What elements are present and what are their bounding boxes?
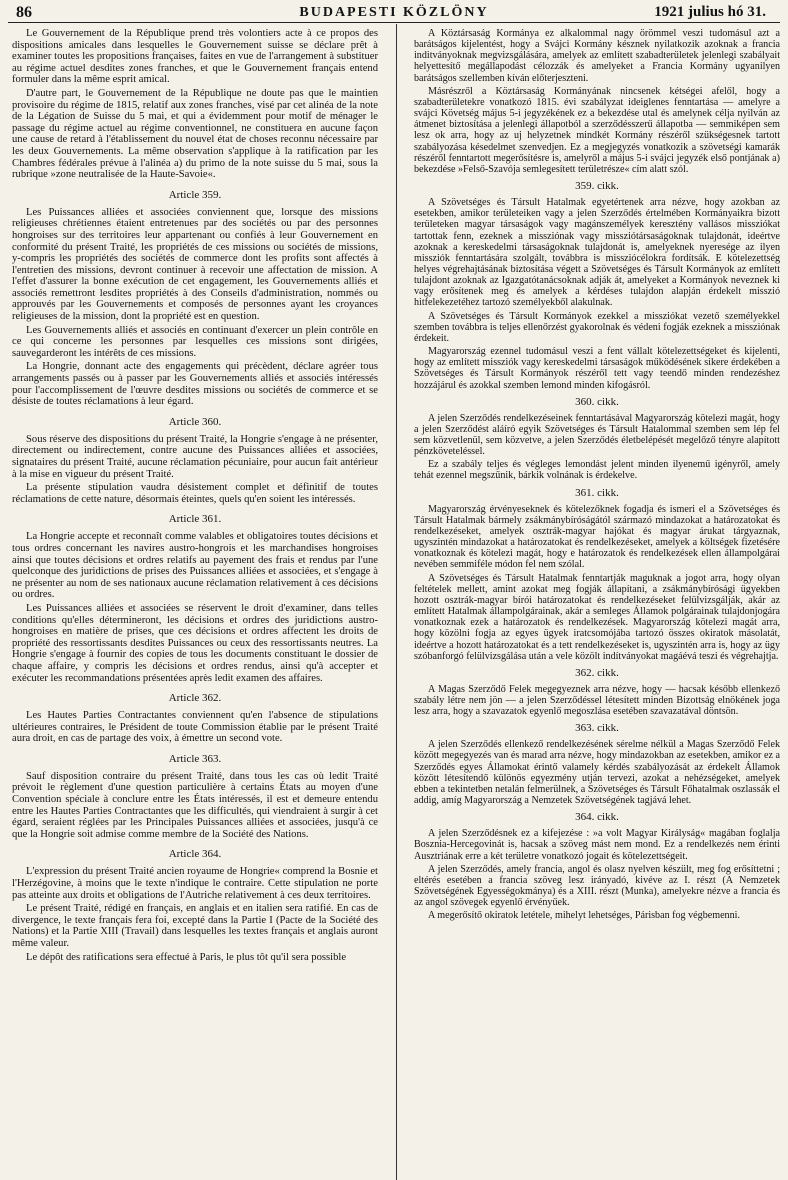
hungarian-paragraph: A Szövetséges és Társult Kormányok ezekkel a missziókat vezető személyekkel szemben továbbra is teljes ellenőrzést gyakorolnak és védeni fogják ezeknek a missziónak érdekeit. (414, 310, 780, 344)
hungarian-paragraph: A jelen Szerződésnek ez a kifejezése : »a volt Magyar Királyság« magában foglalja Bosznia-Hercegovinát is, hacsak a szöveg mást nem mond. Ez a rendelkezés nem érinti Ausztriának erre a két területre vonatkozó jogait és kötelezettségeit. (414, 828, 780, 862)
hungarian-paragraph: Magyarország ezennel tudomásul veszi a fent vállalt kötelezettségeket és kijelenti, hogy az említett missziók vagy kereskedelmi társaságok működésének sikere érdekében a Szövetséges és Társult Kormányok részéről tett vagy teendő minden rendezéshez hozzájárul és azokkal szemben lemond minden kifogásról. (414, 346, 780, 391)
page-number: 86 (16, 4, 32, 21)
french-article-heading: Article 361. (168, 513, 222, 526)
hungarian-article-heading: 364. cikk. (575, 811, 619, 824)
hungarian-paragraph: A jelen Szerződés, amely francia, angol és olasz nyelven készült, meg fog erősíttetni ; eltérés esetében a francia szöveg lesz irányadó, kivéve az I. részt (A Nemzetek Szövetségének Egyességokmánya) és a XIII. részt (Munka), amelyekre nézve a francia és az angol szövegek egyenlő érvényűek. (414, 863, 780, 909)
french-paragraph: Les Gouvernements alliés et associés en continuant d'exercer un plein contrôle en ce qui concerne les personnes par lesquelles ces missions sont dirigées, sauvegarderont les intérêts de ces missions. (12, 324, 378, 359)
columns (8, 28, 780, 1180)
column-divider (396, 24, 397, 1180)
french-paragraph: La Hongrie accepte et reconnaît comme valables et obligatoires toutes décisions et tous ordres concernant les navires austro-hongrois et les marchandises hongroises ainsi que toutes décisions et ordres relatifs au payement des frais et rendus par l'une quelconque des juridictions de prises des Puissances alliées et associées, et s'engage à ne présenter au nom de ses nationaux aucune réclamation relativement à ces décisions ou ordres. (12, 531, 378, 601)
hungarian-article-heading: 360. cikk. (575, 395, 619, 408)
hungarian-paragraph: Ez a szabály teljes és végleges lemondást jelent minden ilyenemű igényről, amely tehát ezennel megszűnik, bárkik volnának is érdekelve. (414, 459, 780, 482)
french-article-heading: Article 360. (168, 415, 222, 428)
french-paragraph: Les Puissances alliées et associées conviennent que, lorsque des missions religieuses chrétiennes étaient entretenues par des sociétés ou par des personnes hongroises sur des territoires leur appartenant ou confiés à leur Gouvernement en conformité du présent Traité, les propriétés de ces missions ou sociétés de missions, y-compris les propriétés des sociétés de commerce dont les profits sont affectés à l'entretien des missions, devront continuer à recevoir une affectation de mission. A l'effet d'assurer la bonne exécution de cet engagement, les Gouvernements alliés et associés remettront lesdites propriétés à des Conseils d'administration, nommés ou approuvés par les Gouvernements et composés de personnes ayant les croyances religieuses de la mission, dont la propriété est en question. (12, 206, 378, 323)
hungarian-paragraph: A Szövetséges és Társult Hatalmak egyetértenek arra nézve, hogy azokban az esetekben, amikor területeiken vagy a jelen Szerződés értelmében Kormányaikra bizott területeken magyar társaságok vagy magánszemélyek keresztény vallásos missziókat tartottak fenn, ezeknek a missziónak vagy missziótársaságoknak tulajdonát, ideértve azoknak a kereskedelmi társaságoknak tulajdonát is, amelyeknek nyeresége az ilyen missziók fenntartására szolgált, továbbra is missziócélokra fordítsák. E kötelezettség helyes végrehajtásának biztosítása végett a Szövetséges és Társult Kormányok az említett tulajdont azoknak az Igazgatótanácsoknak adják át, amelyeket a Kormányok neveznek ki vagy erősítenek meg és amelyek a kérdéses tulajdon alapján érdekelt misszió hitfelekezetéhez tartozó személyekből alakulnak. (414, 197, 780, 309)
french-article-heading: Article 362. (168, 692, 222, 705)
french-paragraph: Sous réserve des dispositions du présent Traité, la Hongrie s'engage à ne présenter, directement ou indirectement, contre aucune des Puissances alliées et associées, signataires du présent Traité, aucune réclamation pécuniaire, pour aucun fait antérieur à la mise en vigueur du présent Traité. (12, 433, 378, 480)
hungarian-article-heading: 362. cikk. (575, 666, 619, 679)
french-article-heading: Article 363. (168, 752, 222, 765)
french-paragraph: Le présent Traité, rédigé en français, en anglais et en italien sera ratifié. En cas de divergence, le texte français fera foi, excepté dans la Partie I (Pacte de la Société des Nations) et la Partie XIII (Travail) dans lesquelles les textes français et anglais auront même valeur. (12, 903, 378, 949)
hungarian-article-heading: 359. cikk. (575, 180, 619, 193)
hungarian-paragraph: A megerősítő okiratok letétele, mihelyt lehetséges, Párisban fog végbemenni. (428, 910, 740, 922)
french-article-heading: Article 359. (168, 188, 222, 201)
french-paragraph: La présente stipulation vaudra désistement complet et définitif de toutes réclamations de cette nature, désormais éteintes, quels qu'en soient les intéressés. (12, 482, 378, 505)
french-paragraph: La Hongrie, donnant acte des engagements qui précèdent, déclare agréer tous arrangements passés ou à passer par les Gouvernements alliés et associés intéressés pour l'accomplissement de l'œuvre desdites missions ou sociétés de commerce et se désiste de toutes réclamations à leur égard. (12, 361, 378, 408)
french-paragraph: Le Gouvernement de la République prend très volontiers acte à ce propos des dispositions amicales dans lesquelles le Gouvernement suisse se déclare prêt à examiner toutes les propositions françaises, faites en vue de l'arrangement à substituer au régime actuel desdites zones franches, et que le Gouvernement français entend formuler dans la même esprit amical. (12, 28, 378, 86)
journal-title: BUDAPESTI KÖZLÖNY (299, 5, 489, 20)
hungarian-paragraph: A Szövetséges és Társult Hatalmak fenntartják maguknak a jogot arra, hogy olyan feltételek mellett, amint azokat meg fogják állapítani, a zsákmánybírósági ügyekben hozott osztrák-magyar bírói határozatokat és rendelkezéseket felülvizsgálják, akár az említett Hatalmak állampolgárainak, akár a semleges Államok polgárainak tulajdonjogára vonatkoznak ezek a határozatok és rendelkezések. Magyarország kötelezi magát arra, hogy közölni fogja az egyes ügyek iratcsomójába tartozó összes okiratok másolatát, ideértve a hozott határozatokat és a tett rendelkezéseket is, ugyszintén arra is, hogy az ügy szóbanforgó felülvizsgálása után a vele közölt indítványokat magáévá teszi és végrehajtja. (414, 572, 780, 662)
header-rule (8, 22, 780, 23)
hungarian-column (414, 28, 780, 923)
hungarian-paragraph: A jelen Szerződés ellenkező rendelkezésének sérelme nélkül a Magas Szerződő Felek között megegyezés van és marad arra nézve, hogy mindazokban az esetekben, amikor ez a Szerződés egyes Államokat érintő valamely kérdés szabályozását az érdekelt Államok között létesítendő különös egyezmény utján tervezi, azokat a nehézségeket, amelyek ebben a tekintetben netalán felmerülnek, a Szövetséges és Társult Főhatalmak oszlassák el addig, amíg Magyarország a Nemzetek Szövetségének tagjává lehet. (414, 739, 780, 807)
hungarian-article-heading: 361. cikk. (575, 486, 619, 499)
french-paragraph: Le dépôt des ratifications sera effectué à Paris, le plus tôt qu'il sera possible (26, 951, 347, 963)
hungarian-paragraph: Magyarország érvényeseknek és kötelezőknek fogadja és ismeri el a Szövetséges és Társult Hatalmak bármely zsákmánybíróságától származó mindazokat a határozatokat és rendelkezéseket, amelyek osztrák-magyar hajókat és magyar árukat tárgyaznak, ugyszintén mindazokat a határozatokat és rendelkezéseket, amelyek a költségek fizetésére vonatkoznak és kötelezi magát, hogy e határozatok és rendelkezések ellen állampolgárai nevében semmiféle módon fel nem szólal. (414, 503, 780, 571)
page-header (8, 4, 780, 24)
french-column (12, 28, 378, 965)
hungarian-paragraph: A jelen Szerződés rendelkezéseinek fenntartásával Magyarország kötelezi magát, hogy a jelen Szerződést aláíró egyik Szövetséges és Társult Hatalommal szemben sem lép fel sem közvetlenül, sem közvetve, a jelen Szerződés életbelépését megelőző tényre alapított pénzköveteléssel. (414, 412, 780, 458)
french-paragraph: D'autre part, le Gouvernement de la République ne doute pas que le maintien provisoire du régime de 1815, relatif aux zones franches, visé par cet alinéa de la note de la Légation de Suisse du 5 mai, et qui a évidemment pour motif de ménager le passage du régime actuel au régime conventionnel, ne constituera en aucune façon une cause de retard à l'établissement du nouvel état de choses reconnu nécessaire par les deux Gouvernements. La même observation s'applique à la ratification par les Chambres fédérales prévue à l'alinéa a) du primo de la note suisse du 5 mai, sous la rubrique »zone neutralisée de la Haute-Savoie«. (12, 87, 378, 181)
french-paragraph: Les Hautes Parties Contractantes conviennent qu'en l'absence de stipulations ultérieures contraires, le Président de toute Commission établie par le présent Traité aura droit, en cas de partage des voix, à émettre un second vote. (12, 710, 378, 745)
french-paragraph: Sauf disposition contraire du présent Traité, dans tous les cas où ledit Traité prévoit le règlement d'une question particulière à certains États au moyen d'une Convention spéciale à conclure entre les États intéressés, il est et demeure entendu entre les Hautes Parties Contractantes que les difficultés, qui viendraient à surgir à cet égard, seraient réglées par les Principales Puissances alliées et associées, jusqu'à ce que la Hongrie soit admise comme membre de la Société des Nations. (12, 770, 378, 840)
issue-date: 1921 julius hó 31. (654, 4, 766, 20)
french-article-heading: Article 364. (168, 848, 222, 861)
hungarian-paragraph: Másrészről a Köztársaság Kormányának nincsenek kétségei afelől, hogy a szabadterületekre vonatkozó 1815. évi szabályzat ideiglenes fenntartása — amelyre a svájci Követség május 5-i jegyzékének ez a bekezdése utal és amelynek célja nyilván az átmenet biztosítása a jelenlegi állapotból a szerződésszerű állapotba — semmiképen sem lesz ok arra, hogy az uj helyzetnek mindkét Kormány részéről szükségesnek tartott szabályozása késedelmet szenvedjen. Ez a megjegyzés vonatkozik a szövetségi kamarák részéről fenntartott megerősítésre is, amelyről a május 5-i svájci jegyzék első pontjának a) bekezdése »Felső-Szavója semlegesített területrésze« cím alatt szól. (414, 85, 780, 175)
hungarian-paragraph: A Magas Szerződő Felek megegyeznek arra nézve, hogy — hacsak később ellenkező szabály létre nem jön — a jelen Szerződéssel létesített minden Bizottság elnökének joga lesz arra, hogy a szavazatok egyenlő megoszlása esetében szavazatával döntsön. (414, 683, 780, 718)
hungarian-paragraph: A Köztársaság Kormánya ez alkalommal nagy örömmel veszi tudomásul azt a barátságos kijelentést, hogy a Svájci Kormány késznek nyilatkozik azoknak a francia inditványoknak megvizsgálására, amelyek az említett szabadterületek jelenlegi szabályait helyettesítő megállapodást célozzák és amelyeket a Francia Kormány ugyanilyen barátságos szellemben kíván előterjeszteni. (414, 28, 780, 84)
french-paragraph: L'expression du présent Traité ancien royaume de Hongrie« comprend la Bosnie et l'Herzégovine, à moins que le texte n'indique le contraire. Cette stipulation ne porte pas atteinte aux droits et obligations de l'Autriche relativement à ces deux territoires. (12, 866, 378, 901)
hungarian-article-heading: 363. cikk. (575, 722, 619, 735)
french-paragraph: Les Puissances alliées et associées se réservent le droit d'examiner, dans telles conditions qu'elles détermineront, les décisions et ordres des juridictions austro-hongroises en matière de prises, que ces décisions et ordres affectent les droits de propriété des ressortissants desdites Puissances ou ceux des ressortissants neutres. La Hongrie s'engage à fournir des copies de tous les documents constituant le dossier de chaque affaire, y compris les décisions et ordres rendus, ainsi qu'à accepter et exécuter les recommandations présentées après ledit examen des affaires. (12, 602, 378, 684)
